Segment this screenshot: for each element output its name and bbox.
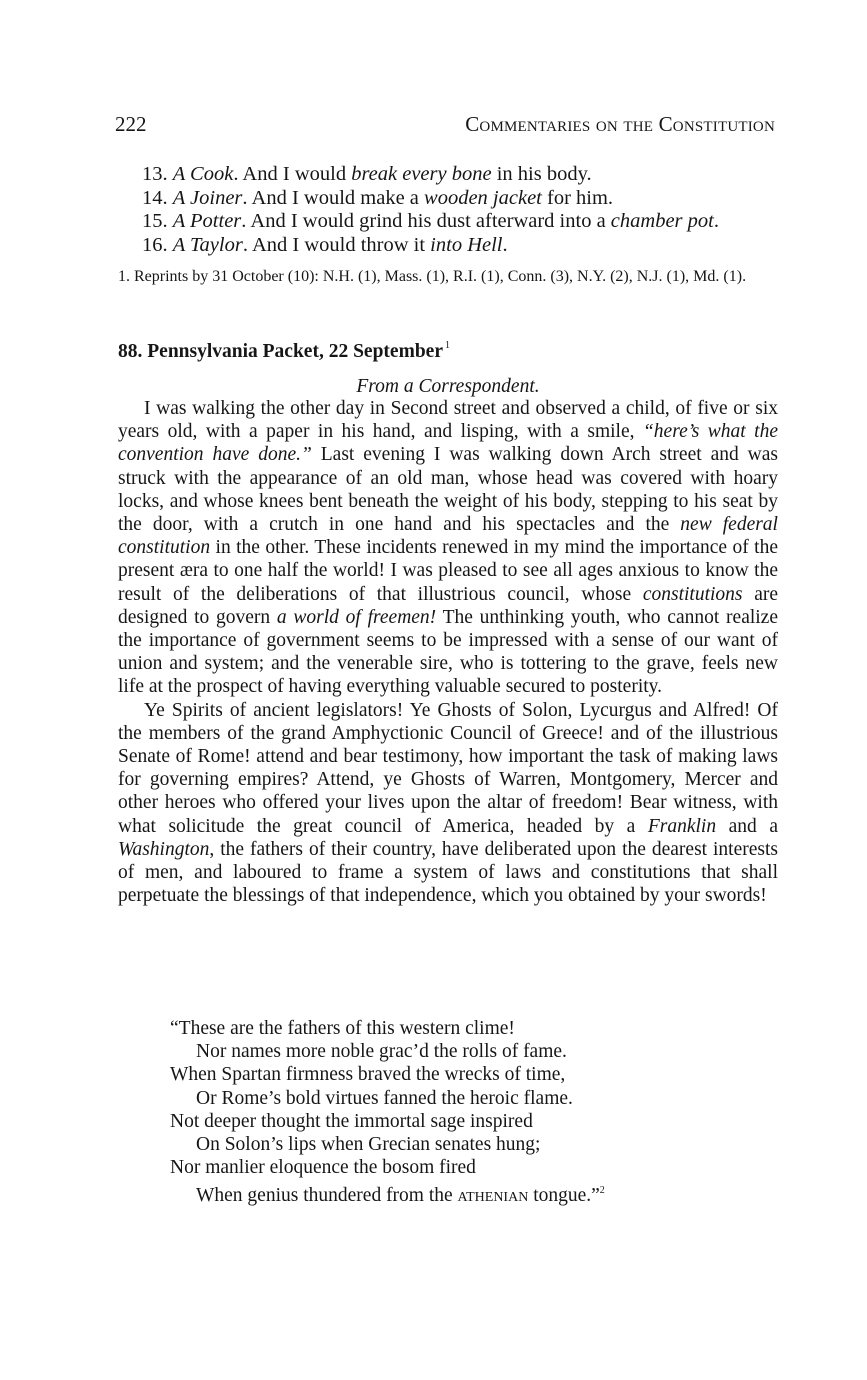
- verse-line: Not deeper thought the immortal sage inspired: [170, 1110, 533, 1132]
- paragraph: I was walking the other day in Second street and observed a child, of five or six years old, with a paper in his hand, and lisping, with a smile, “here’s what the convention have done.” Last evening I was walking down Arch street and was struck with the appearance of an old man, whose head was covered with hoary locks, and whose knees bent beneath the weight of his body, stepping to his seat by the door, with a crutch in one hand and his spectacles and the new federal constitution in the other. These incidents renewed in my mind the importance of the present æra to one half the world! I was pleased to see all ages anxious to know the result of the deliberations of that illustrious council, whose constitutions are designed to govern a world of freemen! The unthinking youth, who cannot realize the importance of government seems to be impressed with a sense of our want of union and system; and the venerable sire, who is tottering to the grave, feels new life at the prospect of having everything valuable secured to posterity.: [118, 398, 779, 698]
- page-number: 222: [115, 112, 147, 136]
- running-head: [115, 112, 775, 138]
- verse-line: “These are the fathers of this western clime!: [170, 1018, 515, 1039]
- poem: [170, 1017, 780, 1208]
- verse-line: When Spartan firmness braved the wrecks of time,: [170, 1064, 566, 1086]
- footnote-marker: 1: [444, 340, 450, 351]
- verse-line: When genius thundered from the athenian tongue.”$^2$: [196, 1185, 605, 1207]
- verse-line: On Solon’s lips when Grecian senates hung;: [196, 1134, 541, 1156]
- footnote: 1. Reprints by 31 October (10): N.H. (1), Mass. (1), R.I. (1), Conn. (3), N.Y. (2), N.J. (1), Md. (1).: [118, 268, 747, 285]
- list-item: 13. A Cook. And I would break every bone in his body.: [142, 163, 592, 185]
- verse-line: Or Rome’s bold virtues fanned the heroic flame.: [196, 1087, 573, 1109]
- running-title: Commentaries on the Constitution: [465, 112, 775, 136]
- verse-line: Nor manlier eloquence the bosom fired: [170, 1157, 476, 1179]
- numbered-list: [142, 163, 782, 257]
- byline: From a Correspondent.: [356, 376, 540, 397]
- verse-line: Nor names more noble grac’d the rolls of fame.: [196, 1041, 567, 1063]
- list-item: 16. A Taylor. And I would throw it into Hell.: [142, 233, 508, 256]
- list-item: 14. A Joiner. And I would make a wooden jacket for him.: [142, 186, 614, 209]
- paragraph: Ye Spirits of ancient legislators! Ye Ghosts of Solon, Lycurgus and Alfred! Of the members of the grand Amphyctionic Council of Greece! and of the illustrious Senate of Rome! attend and bear testimony, how important the task of making laws for governing empires? Attend, ye Ghosts of Warren, Montgomery, Mercer and other heroes who offered your lives upon the altar of freedom! Bear witness, with what solicitude the great council of America, headed by a Franklin and a Washington, the fathers of their country, have deliberated upon the dearest interests of men, and laboured to frame a system of laws and constitutions that shall perpetuate the blessings of that independence, which you obtained by your swords!: [118, 699, 778, 907]
- footnote-marker: 2: [599, 1185, 605, 1197]
- article-body: [118, 397, 778, 907]
- section-heading: 88. Pennsylvania Packet, 22 September $^1$: [118, 340, 450, 362]
- list-item: 15. A Potter. And I would grind his dust afterward into a chamber pot.: [142, 210, 719, 232]
